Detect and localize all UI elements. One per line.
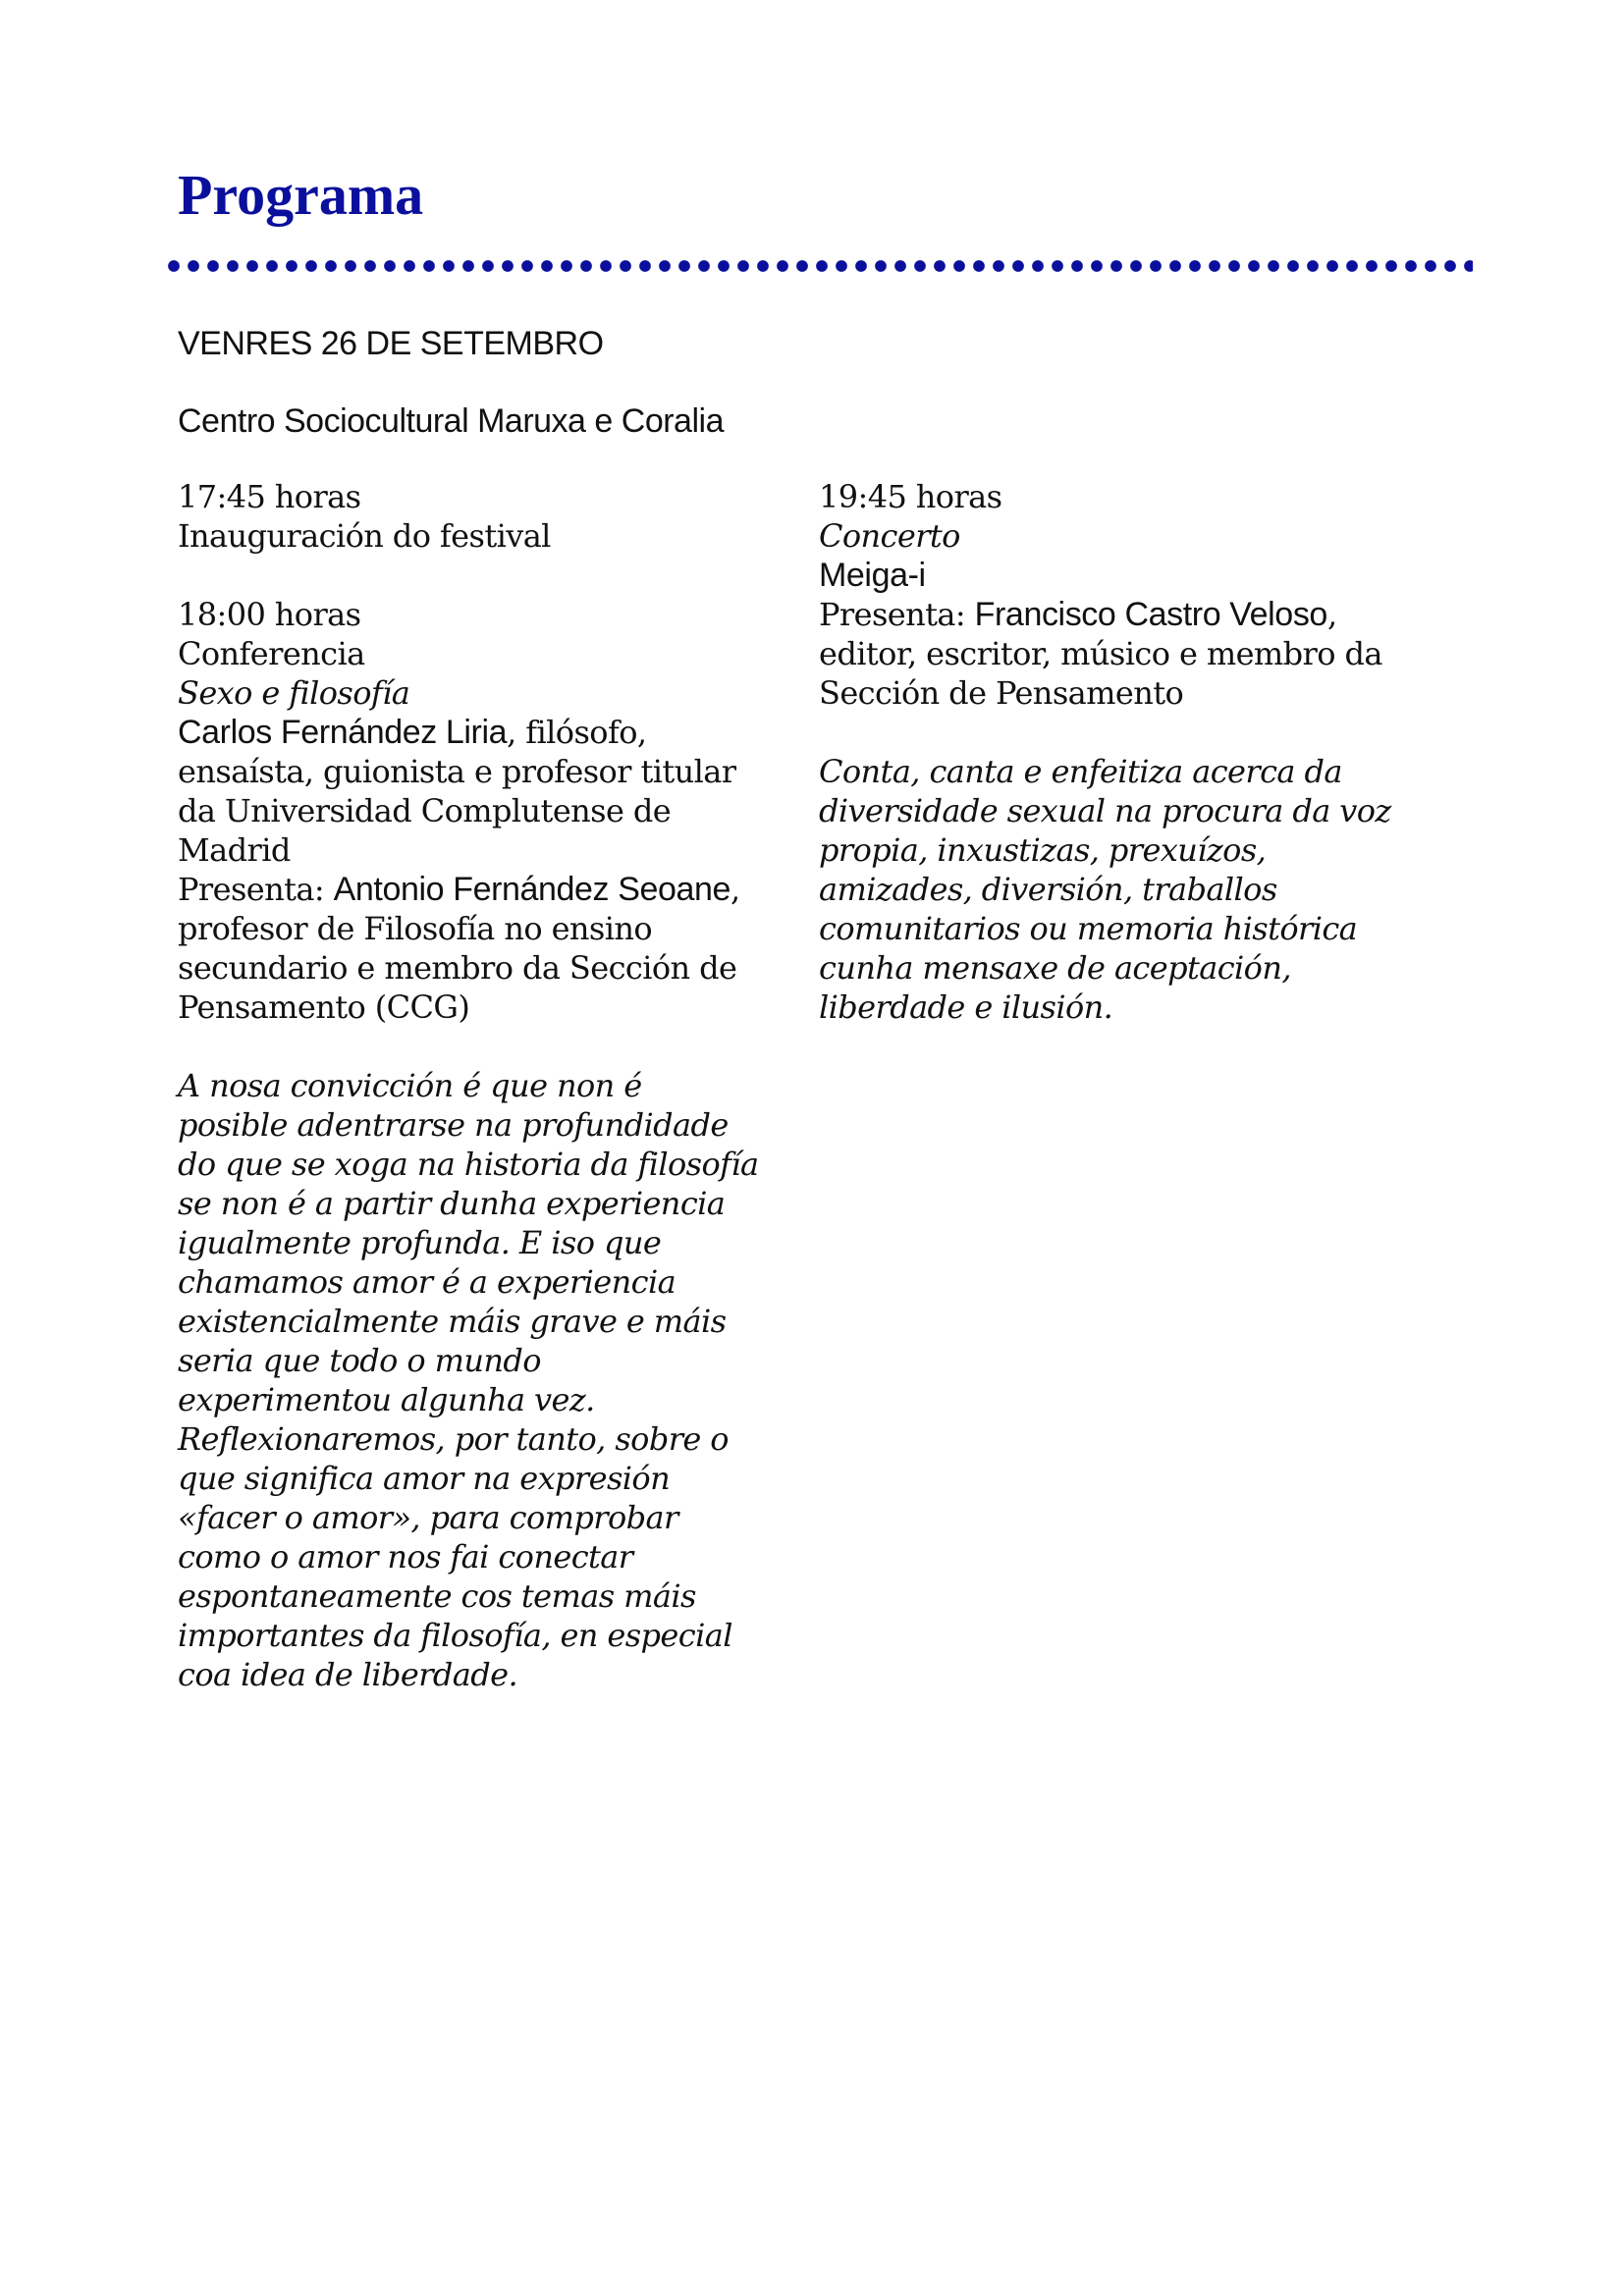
description-line: seria que todo o mundo: [178, 1342, 541, 1379]
event-time: 18:00 horas: [178, 596, 361, 633]
program-column-left: [178, 477, 806, 1694]
spacer: [178, 556, 806, 595]
dotted-divider: [167, 259, 1473, 273]
description-line: como o amor nos fai conectar: [178, 1538, 633, 1575]
presenter-bio: secundario e membro da Sección de: [178, 949, 737, 987]
description-line: A nosa convicción é que non é: [178, 1067, 642, 1104]
event-conference: [178, 595, 806, 1694]
presenter-prefix: Presenta:: [178, 871, 334, 908]
description-line: «facer o amor», para comprobar: [178, 1499, 678, 1536]
presenter-line: [819, 595, 1447, 634]
description-line: espontaneamente cos temas máis: [178, 1577, 696, 1615]
venue-heading: Centro Sociocultural Maruxa e Coralia: [178, 402, 724, 440]
description-line: posible adentrarse na profundidade: [178, 1106, 729, 1144]
description-line: propia, inxustizas, prexuízos,: [819, 831, 1267, 869]
speaker-bio: ensaísta, guionista e profesor titular: [178, 753, 736, 790]
speaker-bio: Madrid: [178, 831, 291, 869]
presenter-bio: ,: [730, 871, 740, 908]
presenter-line: [178, 870, 806, 909]
description-line: liberdade e ilusión.: [819, 988, 1113, 1026]
event-time: 17:45 horas: [178, 478, 361, 515]
event-type: Concerto: [819, 517, 960, 555]
description-line: que significa amor na expresión: [178, 1460, 671, 1497]
event-concert: [819, 477, 1447, 1027]
description-line: Reflexionaremos, por tanto, sobre o: [178, 1420, 729, 1458]
presenter-bio: Sección de Pensamento: [819, 674, 1184, 712]
speaker-bio: , filósofo,: [507, 714, 647, 751]
description-line: experimentou algunha vez.: [178, 1381, 595, 1418]
event-inauguration: [178, 477, 806, 556]
event-title: Inauguración do festival: [178, 517, 551, 555]
presenter-name: Antonio Fernández Seoane: [333, 871, 731, 908]
spacer: [819, 713, 1447, 752]
description-line: do que se xoga na historia da filosofía: [178, 1146, 759, 1183]
description-line: Conta, canta e enfeitiza acerca da: [819, 753, 1342, 790]
presenter-bio: ,: [1326, 596, 1337, 633]
description-line: igualmente profunda. E iso que: [178, 1224, 662, 1261]
speaker-bio: da Universidad Complutense de: [178, 792, 672, 829]
page-title: Programa: [178, 163, 424, 227]
spacer: [178, 1027, 806, 1066]
description-line: existencialmente máis grave e máis: [178, 1303, 727, 1340]
description-line: cunha mensaxe de aceptación,: [819, 949, 1291, 987]
speaker-line: [178, 713, 806, 752]
performer-name: Meiga-i: [819, 557, 926, 594]
event-title: Sexo e filosofía: [178, 674, 410, 712]
event-time: 19:45 horas: [819, 478, 1002, 515]
description-line: amizades, diversión, traballos: [819, 871, 1277, 908]
presenter-bio: editor, escritor, músico e membro da: [819, 635, 1382, 672]
description-line: chamamos amor é a experiencia: [178, 1263, 676, 1301]
description-line: coa idea de liberdade.: [178, 1656, 518, 1693]
event-description: [178, 1066, 806, 1694]
presenter-bio: Pensamento (CCG): [178, 988, 470, 1026]
description-line: diversidade sexual na procura da voz: [819, 792, 1391, 829]
description-line: importantes da filosofía, en especial: [178, 1617, 732, 1654]
presenter-prefix: Presenta:: [819, 596, 975, 633]
speaker-name: Carlos Fernández Liria: [178, 714, 508, 751]
presenter-name: Francisco Castro Veloso: [974, 596, 1327, 633]
description-line: se non é a partir dunha experiencia: [178, 1185, 726, 1222]
program-column-right: [819, 477, 1447, 1027]
event-description: [819, 752, 1447, 1027]
event-date-heading: VENRES 26 DE SETEMBRO: [178, 325, 604, 362]
presenter-bio: profesor de Filosofía no ensino: [178, 910, 653, 947]
event-type: Conferencia: [178, 635, 365, 672]
description-line: comunitarios ou memoria histórica: [819, 910, 1358, 947]
